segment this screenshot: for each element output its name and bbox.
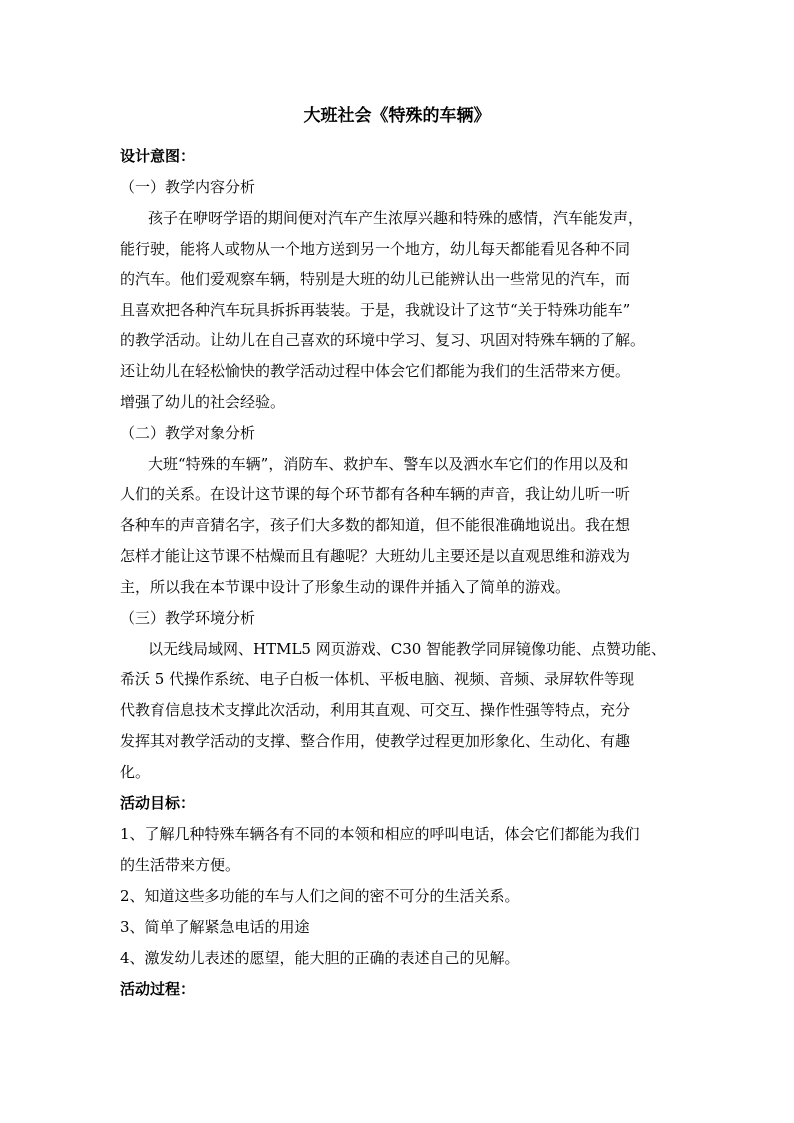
goal-item: 3、简单了解紧急电话的用途 xyxy=(120,918,310,936)
paragraph-line: 发挥其对教学活动的支撑、整合作用，使教学过程更加形象化、生动化、有趣 xyxy=(120,732,631,750)
paragraph-line: 大班“特殊的车辆”，消防车、救护车、警车以及洒水车它们的作用以及和 xyxy=(148,455,629,473)
paragraph-line: 且喜欢把各种汽车玩具拆拆再装装。于是，我就设计了这节“关于特殊功能车” xyxy=(120,301,631,319)
paragraph-line: 还让幼儿在轻松愉快的教学活动过程中体会它们都能为我们的生活带来方便。 xyxy=(120,362,631,380)
goal-item: 的生活带来方便。 xyxy=(120,856,241,874)
paragraph-line: 人们的关系。在设计这节课的每个环节都有各种车辆的声音，我让幼儿听一听 xyxy=(120,485,631,503)
section-heading-environment: （三）教学环境分析 xyxy=(120,609,256,627)
section-heading-audience: （二）教学对象分析 xyxy=(120,424,256,442)
paragraph-line: 的汽车。他们爱观察车辆，特别是大班的幼儿已能辨认出一些常见的汽车，而 xyxy=(120,270,631,288)
goal-item: 1、了解几种特殊车辆各有不同的本领和相应的呼叫电话，体会它们都能为我们 xyxy=(120,825,640,843)
paragraph-line: 各种车的声音猜名字，孩子们大多数的都知道，但不能很准确地说出。我在想 xyxy=(120,516,631,534)
paragraph-line: 主，所以我在本节课中设计了形象生动的课件并插入了简单的游戏。 xyxy=(120,578,571,596)
goals-heading: 活动目标： xyxy=(120,794,196,812)
paragraph-line: 孩子在咿呀学语的期间便对汽车产生浓厚兴趣和特殊的感情，汽车能发声， xyxy=(148,209,644,227)
paragraph-line: 以无线局域网、HTML5 网页游戏、C30 智能教学同屏镜像功能、点赞功能、 xyxy=(148,640,667,658)
paragraph-line: 能行驶，能将人或物从一个地方送到另一个地方，幼儿每天都能看见各种不同 xyxy=(120,240,631,258)
section-heading-content: （一）教学内容分析 xyxy=(120,178,256,196)
goal-item: 4、激发幼儿表述的愿望，能大胆的正确的表述自己的见解。 xyxy=(120,949,520,967)
paragraph-line: 怎样才能让这节课不枯燥而且有趣呢？大班幼儿主要还是以直观思维和游戏为 xyxy=(120,547,631,565)
paragraph-line: 希沃 5 代操作系统、电子白板一体机、平板电脑、视频、音频、录屏软件等现 xyxy=(120,670,635,688)
process-heading: 活动过程： xyxy=(120,980,196,998)
paragraph-line: 增强了幼儿的社会经验。 xyxy=(120,393,286,411)
paragraph-line: 的教学活动。让幼儿在自己喜欢的环境中学习、复习、巩固对特殊车辆的了解。 xyxy=(120,331,646,349)
paragraph-line: 代教育信息技术支撑此次活动，利用其直观、可交互、操作性强等特点，充分 xyxy=(120,701,631,719)
page-title: 大班社会《特殊的车辆》 xyxy=(303,106,491,126)
design-intent-heading: 设计意图： xyxy=(120,147,196,165)
goal-item: 2、知道这些多功能的车与人们之间的密不可分的生活关系。 xyxy=(120,887,520,905)
paragraph-line: 化。 xyxy=(120,763,151,781)
